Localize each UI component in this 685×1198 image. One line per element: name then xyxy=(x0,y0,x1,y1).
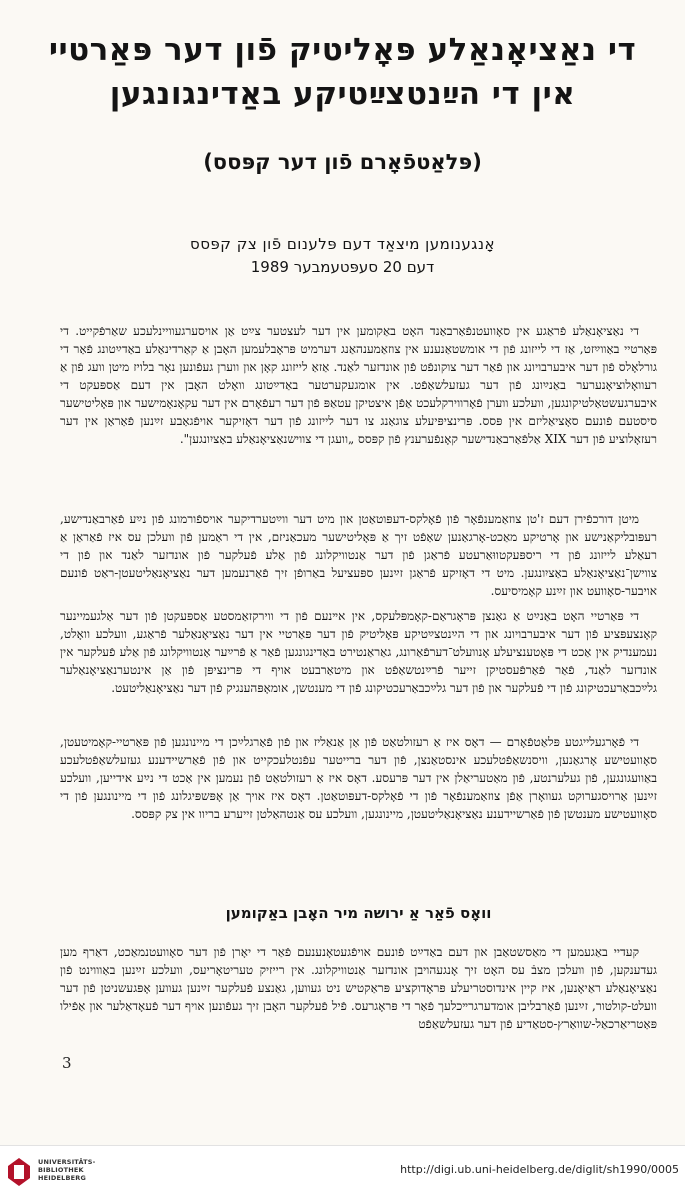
viewer-footer xyxy=(0,1145,685,1198)
subtitle: (פּלאַטפֿאָרם פֿון דער קפּסס) xyxy=(203,150,482,174)
title-line-1: די נאַציאָנאַלע פּאָליטיק פֿון דער פּאַרטיי xyxy=(48,32,637,68)
library-name-line-3: HEIDELBERG xyxy=(38,1174,87,1182)
paragraph-text: די נאַציאָנאַלע פֿראַגע אין סאָוועטנפֿאַרבאַנד האָט באַקומען אין דער לעצטער צײַט אַן אויסערגעוויינלעכע שאַרפֿקייט. די פּאַרטיי באַווײַזט, אַז די לייזונג פֿון די אומשטאַנענע אין צוזאַמענהאַנג דערמיט פּראָבלעמען האָבן אַ קאַרדינאַלע באַדײַטונג פֿאַר די גורלאָלס פֿון דער איבערבויונג און פֿאַר דער צוקונפֿט פֿון אונדזער לאַנד. אַזאַ לייזונג קאָן און ווערן געפֿונען נאָר בלויז מיטן וועג פֿון אַ רעוואָלוציאָנערער באַנײַונג פֿון דער געזעלשאַפֿט. אין אומגעקערטער באַדײַטונג וואָלט האָבן אין דעם אַספּעקט די איבערגעשטאַלטיקונגען, וועלכע ווערן פֿאָרווירקלעכט אַפֿן איצטיקן עטאַפּ פֿון דער רעפֿאָרם אין דער עקאָנאָמישער און פּאָליטישער סיסטעם פֿונעם סאָציאַליזם אין פּסס. פּרינציפּיעלע צוגאַנג צו דער לייזונג פֿון דער דאָזיקער אויפֿגאַבע זײַנען פֿאַראַן אין דער רעזאָלוציע פֿון דער XIX אַלפֿאַרבאַנדישער קאָנפֿערענץ פֿון קפּסס „וועגן די צווישנאַציאָנאַלע באַציִונגען". xyxy=(60,324,658,446)
library-name-line-1: UNIVERSITÄTS- xyxy=(38,1158,96,1166)
title-line-2: אין די הײַנטצײַטיקע באַדינגונגען xyxy=(109,76,576,112)
paragraph-1 xyxy=(60,322,657,448)
page-number: 3 xyxy=(62,1054,72,1072)
paragraph-4 xyxy=(60,733,657,823)
university-library-logo-icon[interactable] xyxy=(6,1156,32,1188)
library-name[interactable] xyxy=(38,1158,96,1182)
paragraph-text: די פֿאָרגעלייגטע פּלאַטפֿאָרם — דאָס איז אַ רעזולטאַט פֿון אַן אַנאַליז און פֿון פֿאַרגלײַכן די מיינונגען פֿון פּאַרטיי-קאָמיטעטן, סאָוועטישע אָרגאַנען, וויסנשאַפֿטלעכע אינסטאַנצן, פֿון דער ברייטער עפֿנטלעכקייט און פֿון פֿאַרשיידענע געזעלשאַפֿטלעכע באַוועגונגען, פֿון געלערנטע, פֿון מאַטעריאַלן אין דער פּרעסע. דאָס איז אַ רעזולטאַט פֿון נעמען אין אַכט די נײַע אידייען, וועלכע זײַנען אַרויסגערוקט געוואָרן אַפֿן צוזאַמענפֿאָר פֿון די פֿאָלקס-דעפּוטאַטן. דאָס איז אויך אַן אָפּשפּיגלונג פֿון די מיינונגען פֿון די סאָוועטישע מענטשן פֿון פֿאַרשיידענע נאַציאָנאַליטעטן, מיינונגען, וועלכע עס אַנטהאַלטן זייערע בריוו אין צק קפּסס. xyxy=(60,735,658,821)
paragraph-5 xyxy=(60,943,657,1033)
source-url-link[interactable]: http://digi.ub.uni-heidelberg.de/diglit/sh1990/0005 xyxy=(400,1163,679,1176)
paragraph-text: קעדיי באַגעמען די מאַסשטאַבן און דעם באַדײַט פֿונעם אויפֿגעטאָנענעם פֿאַר די יאָרן פֿון דער סאָוועטנמאַכט, דאַרף מען געדענקען, פֿון וועלכן מצבֿ עס האָט זיך אָנגעהויבן אונדזער אַנטוויקלונג. אין רייזיק טעריטאָריעס, וועלכע זײַנען באַוווינט פֿון נאַציאָנאַלע ראַיאָנען, איז קיין אינדוסטריעלע פּראָדוקציע פּראַקטיש ניט געווען, גאַנצע פֿעלקער זײַנען געווען אָפּגעשניטן פֿון דער וועלט-קולטור, זײַנען פֿאַרבליבן אומדערגרײכלעך פֿאַר די פּראָגרעס. פֿיל פֿעלקער האָבן זיך געפֿונען אויף דער פֿעאָדאַלער און אַפֿילו פּאַטריאַרכאַל-שוואַרץ-סטאַדיע פֿון דער געזעלשאַפֿט xyxy=(60,945,657,1031)
byline-line-1: אָנגענומען מיצאַד דעם פּלענום פֿון צק קפּסס xyxy=(189,235,496,253)
section-heading: וואָס פֿאַר אַ ירושה מיר האָבן באַקומען xyxy=(225,904,492,922)
logo-inner-block xyxy=(14,1165,24,1179)
paragraph-text: מיטן דורכפֿירן דעם ז'טן צוזאַמענפֿאָר פֿון פֿאָלקס-דעפּוטאַטן און מיט דער ווײַטערדיקער אויספֿורמונג פֿון נײַע פֿאַרבאַנדישע, רעפּובליקאַנישע און אָרטיקע מאַכט-אָרגאַנען שאַפֿט זיך אַ פּאָליטישער מעכאַניזם, אין די ראַמען פֿון וועלכן עס איז פֿאַראַן אַ רעאַלע לייזונג פֿון די ריספּעקטווּאַרעטע פֿראַגן פֿון דער אַנטוויקלונג פֿון אַלע פֿעלקער פֿון אונדזער לאַנד און פֿון די צווישן־נאַציאָנאַלע באַציִונגען. מיט די דאָזיקע פֿראַגן זײַנען ספּעציעל באַרופֿן זיך פֿאַרנעמען דער נאַציאָנאַליטעטן-ראַט פֿונעם אויבער-סאָוועט און זײַנע קאָמיסיעס. xyxy=(60,512,657,598)
library-name-line-2: BIBLIOTHEK xyxy=(38,1166,84,1174)
paragraph-2 xyxy=(60,510,657,600)
paragraph-3 xyxy=(60,607,657,697)
logo-shapes xyxy=(8,1158,30,1186)
paragraph-text: די פּאַרטיי האָט באַנײַט אַ גאַנצן פּראָגראַם-קאָמפּלעקס, אין אײנעם פֿון די ווירקזאַמסטע אַספּעקטן פֿון דער אַלגעמיינער קאָנצעפּציע פֿון דער איבערבויונג און די הײַנטצײַטיקע פּאָליטיק פֿון דער פּאַרטיי אין דער נאַציאָנאַלער פֿראַגע, וועלכע וואָלט, נעמענדיק אין אַכט די פּאָטענציעלע אָנוועלט־דערפֿאַרונג, גאַראַנטירט באַדינגונגען פֿאַר אַ פֿרײַער אַנטוויקלונג פֿון אַלע פֿעלקער אין אונדזער לאַנד, פֿאַר פֿאַרפֿעסטיקן זייער פֿרײַנטשאַפֿט און מיטאַרבעט אויף די פּרינציפּן פֿון אַן אינטערנאַציאָנאַלער גלײַכבאַרעכטיקונג פֿון די פֿעלקער און פֿון דער גלײַכבאַרעכטיקונג פֿון די מענטשן, אומאָפּהענגיק פֿון דער נאַציאָנאַליטעט. xyxy=(60,609,657,695)
byline-line-2: דעם 20 סעפּטעמבער 1989 xyxy=(250,258,435,276)
